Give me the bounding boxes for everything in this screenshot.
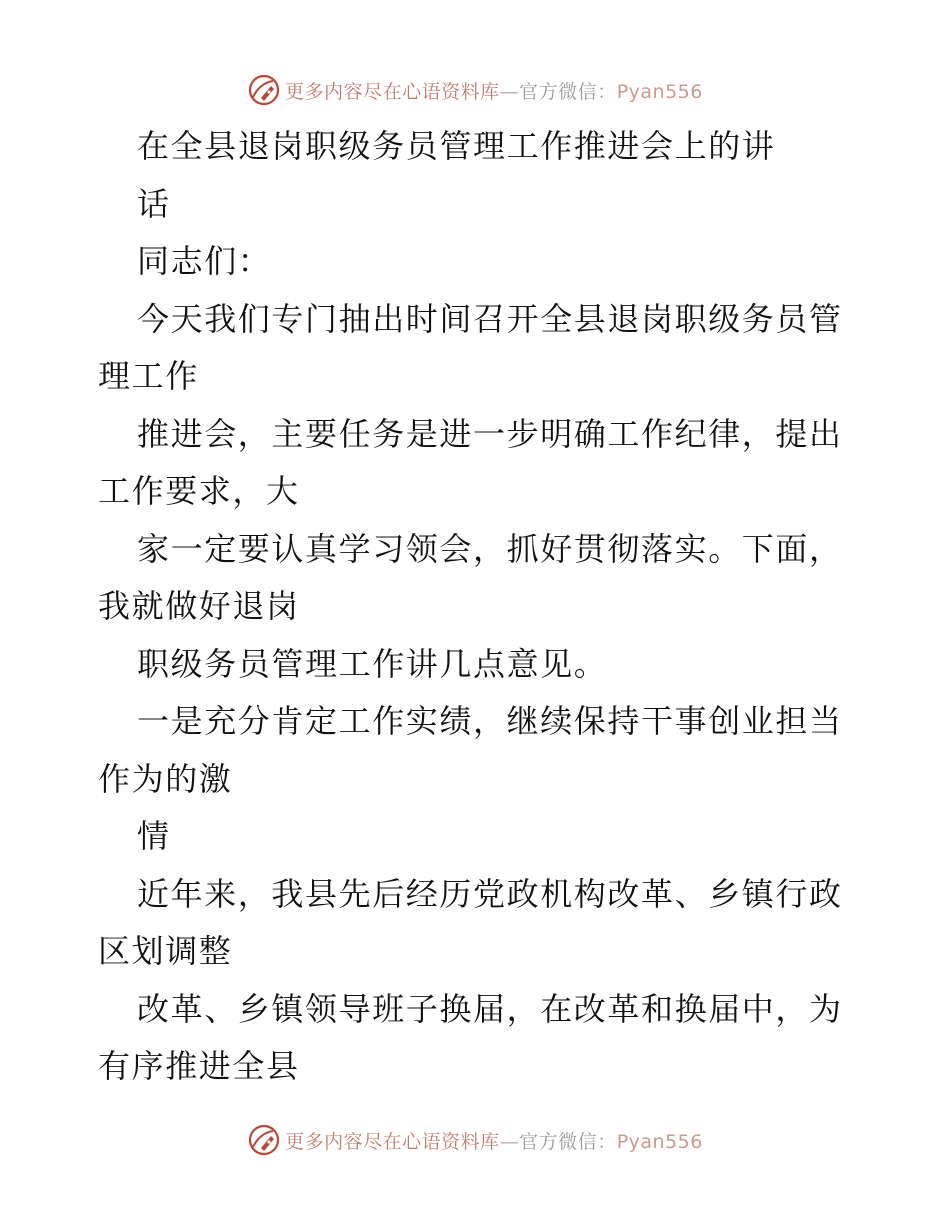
text-line: 工作要求，大 [98, 472, 300, 510]
text-line: 改革、乡镇领导班子换届，在改革和换届中，为 [137, 989, 843, 1028]
watermark-text [285, 77, 703, 104]
text-line: 有序推进全县 [98, 1047, 300, 1085]
text-line: 在全县退岗职级务员管理工作推进会上的讲 [137, 127, 776, 165]
watermark-wechat-label: 官方微信： [519, 80, 617, 103]
text-line: 家一定要认真学习领会，抓好贯彻落实。下面， [137, 529, 843, 568]
watermark-dash: — [499, 80, 520, 103]
text-line: 推进会，主要任务是进一步明确工作纪律，提出 [137, 414, 843, 453]
text-line: 一是充分肯定工作实绩，继续保持干事创业担当 [137, 702, 843, 740]
header-watermark [0, 70, 950, 110]
watermark-wechat-id: Pyan556 [616, 80, 703, 103]
text-line: 理工作 [98, 357, 199, 395]
text-line: 情 [137, 817, 171, 855]
watermark-main: 更多内容尽在心语资料库 [285, 1130, 500, 1153]
text-line: 今天我们专门抽出时间召开全县退岗职级务员管 [137, 299, 843, 338]
text-line: 区划调整 [98, 932, 233, 970]
watermark-dash: — [499, 1130, 520, 1153]
watermark-wechat-id: Pyan556 [616, 1130, 703, 1153]
text-line: 职级务员管理工作讲几点意见。 [137, 644, 608, 683]
watermark-wechat-label: 官方微信： [519, 1130, 617, 1153]
pen-logo-icon [247, 73, 281, 107]
footer-watermark [0, 1120, 950, 1160]
watermark-main: 更多内容尽在心语资料库 [285, 80, 500, 103]
text-line: 话 [137, 184, 171, 223]
text-line: 同志们： [137, 242, 272, 280]
text-line: 近年来，我县先后经历党政机构改革、乡镇行政 [137, 874, 843, 913]
document-body [98, 118, 868, 1096]
pen-logo-icon [247, 1123, 281, 1157]
watermark-text [285, 1127, 703, 1154]
text-line: 作为的激 [98, 759, 233, 798]
text-line: 我就做好退岗 [98, 587, 300, 625]
